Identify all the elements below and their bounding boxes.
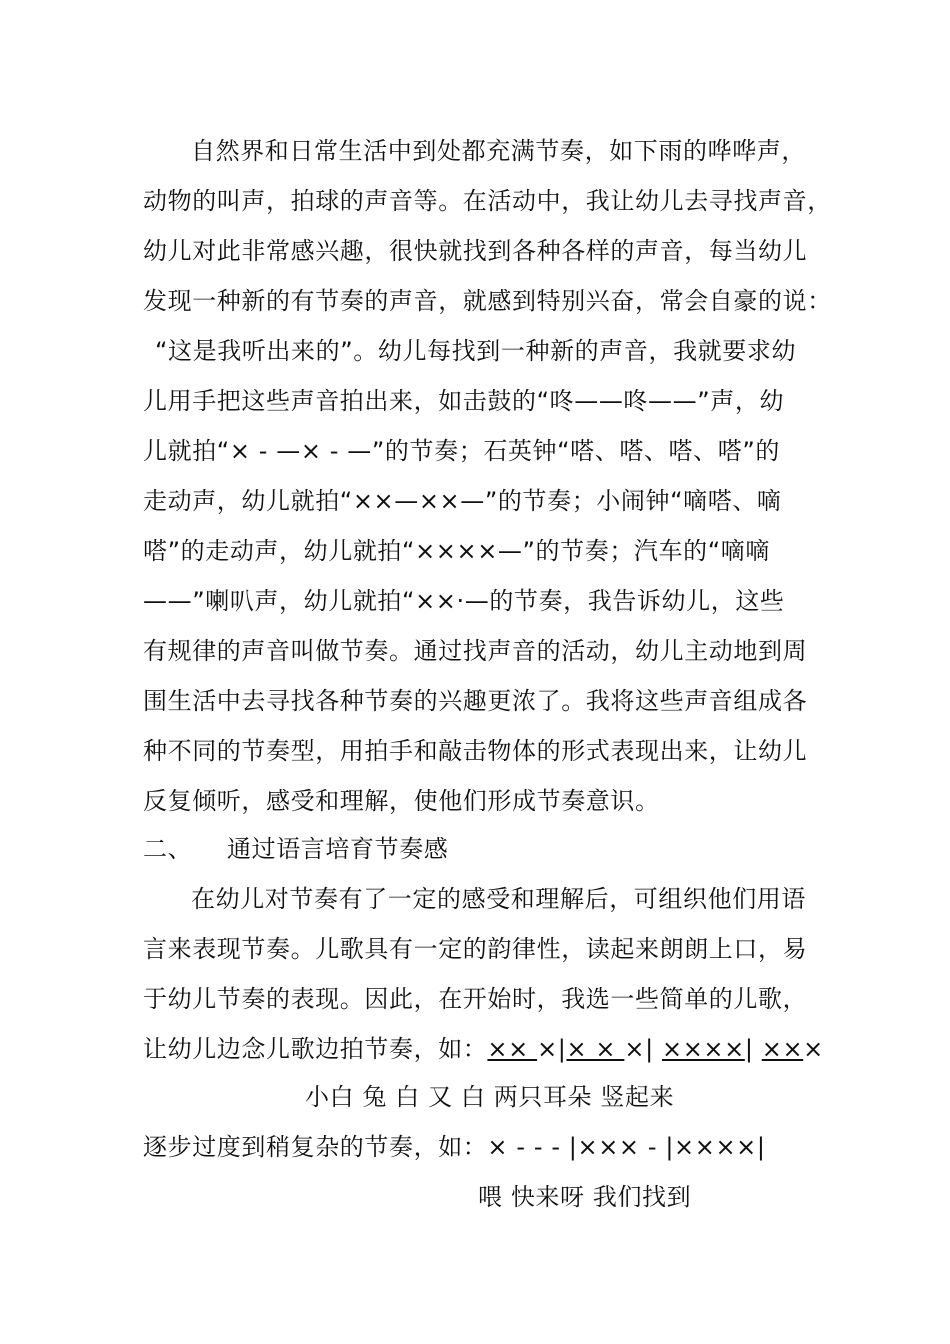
paragraph-1-line-13: 种不同的节奏型，用拍手和敲击物体的形式表现出来，让幼儿 (143, 737, 808, 765)
rhythm-1-beat: ×× (487, 1035, 538, 1063)
rhythm-1-beat: × (803, 1035, 824, 1063)
rhythm-1-beat: ×| (624, 1035, 662, 1063)
rhythm-example-2 (143, 1132, 766, 1162)
section-number: 二、 (143, 835, 193, 863)
lyrics-line-1: 小白 兔 白 又 白 两只耳朵 竖起来 (305, 1083, 675, 1111)
rhythm-example-1 (143, 1034, 824, 1064)
section-title: 通过语言培育节奏感 (227, 835, 449, 863)
rhythm-1-beat: ×× (761, 1035, 804, 1063)
paragraph-2-line-1: 在幼儿对节奏有了一定的感受和理解后，可组织他们用语 (191, 885, 806, 913)
paragraph-1-line-1: 自然界和日常生活中到处都充满节奏，如下雨的哗哗声， (191, 137, 806, 165)
rhythm-1-beat: | (744, 1035, 762, 1063)
rhythm-2-pattern: × - - - |××× - |××××| (487, 1133, 766, 1161)
rhythm-1-prefix: 让幼儿边念儿歌边拍节奏，如： (143, 1035, 488, 1063)
paragraph-1-line-4: 发现一种新的有节奏的声音，就感到特别兴奋，常会自豪的说： (143, 287, 832, 315)
rhythm-1-beat: ×| (537, 1035, 567, 1063)
paragraph-1-line-14: 反复倾听，感受和理解，使他们形成节奏意识。 (143, 787, 660, 815)
paragraph-1-line-6: 儿用手把这些声音拍出来，如击鼓的“咚——咚——”声，幼 (143, 387, 785, 415)
paragraph-1-line-12: 围生活中去寻找各种节奏的兴趣更浓了。我将这些声音组成各 (143, 687, 808, 715)
paragraph-2-line-2: 言来表现节奏。儿歌具有一定的韵律性，读起来朗朗上口，易 (143, 935, 808, 963)
paragraph-1-line-2: 动物的叫声，拍球的声音等。在活动中，我让幼儿去寻找声音， (143, 187, 832, 215)
paragraph-1-line-7: 儿就拍“× - —× - —”的节奏；石英钟“嗒、嗒、嗒、嗒”的 (143, 437, 780, 465)
paragraph-1-line-11: 有规律的声音叫做节奏。通过找声音的活动，幼儿主动地到周 (143, 637, 808, 665)
rhythm-1-beat: ×××× (661, 1035, 745, 1063)
paragraph-2-line-3: 于幼儿节奏的表现。因此，在开始时，我选一些简单的儿歌， (143, 985, 808, 1013)
rhythm-2-prefix: 逐步过度到稍复杂的节奏，如： (143, 1133, 488, 1161)
rhythm-1-beat: × × (566, 1035, 625, 1063)
section-heading (143, 834, 448, 864)
lyrics-line-2: 喂 快来呀 我们找到 (478, 1183, 692, 1211)
paragraph-1-line-10: ——”喇叭声，幼儿就拍“××·—的节奏，我告诉幼儿，这些 (143, 587, 785, 615)
paragraph-1-line-9: 嗒”的走动声，幼儿就拍“××××—”的节奏；汽车的“嘀嘀 (143, 537, 770, 565)
paragraph-1-line-5: “这是我听出来的”。幼儿每找到一种新的声音，我就要求幼 (155, 337, 797, 365)
paragraph-1-line-8: 走动声，幼儿就拍“××—××—”的节奏；小闹钟“嘀嗒、嘀 (143, 487, 782, 515)
paragraph-1-line-3: 幼儿对此非常感兴趣，很快就找到各种各样的声音，每当幼儿 (143, 237, 808, 265)
